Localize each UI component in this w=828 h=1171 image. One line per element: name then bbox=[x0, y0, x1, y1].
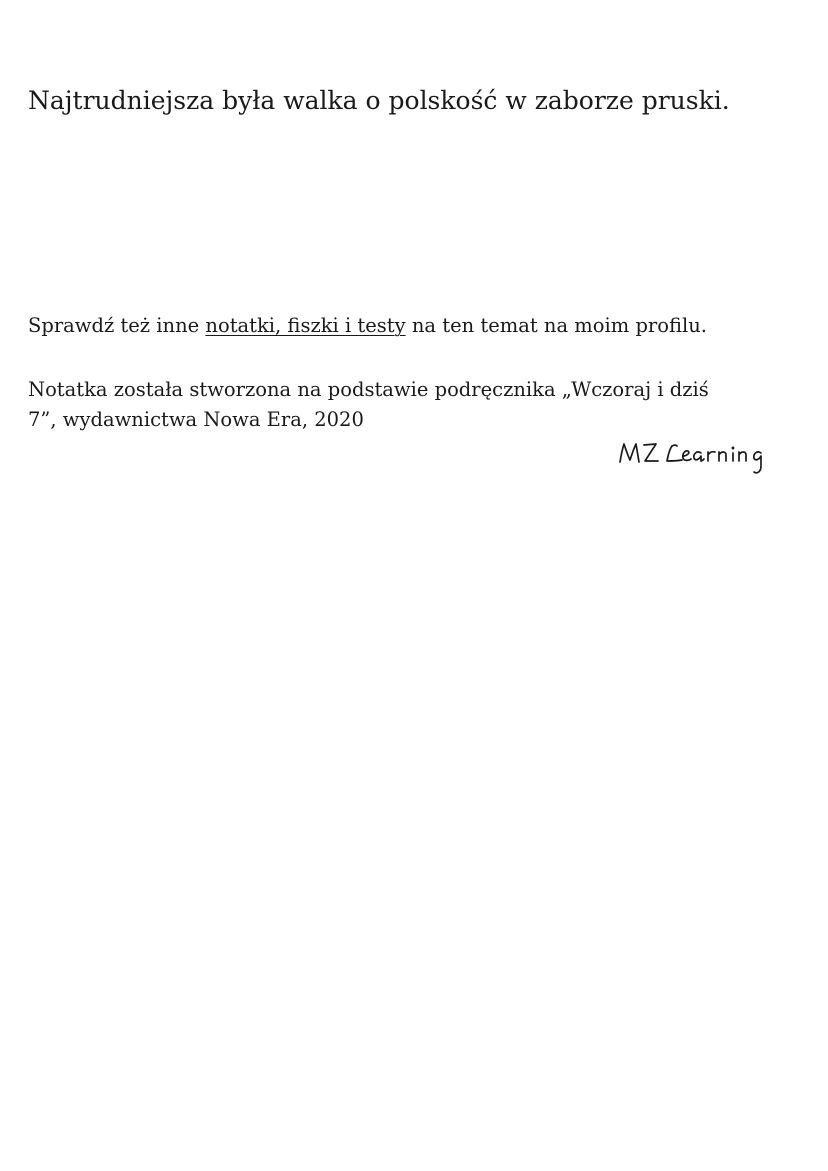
source-note-line-2: 7”, wydawnictwa Nowa Era, 2020 bbox=[28, 408, 364, 431]
mz-learning-signature bbox=[616, 421, 786, 480]
signature-text: MZ Learning bbox=[616, 421, 722, 440]
profile-note-after: na ten temat na moim profilu. bbox=[405, 314, 707, 337]
profile-note bbox=[28, 312, 707, 340]
document-heading: Najtrudniejsza była walka o polskość w zaborze pruski. bbox=[28, 86, 730, 115]
source-note bbox=[28, 375, 788, 435]
profile-link[interactable]: notatki, fiszki i testy bbox=[205, 314, 406, 337]
profile-note-before: Sprawdź też inne bbox=[28, 314, 206, 337]
source-note-line-1: Notatka została stworzona na podstawie podręcznika „Wczoraj i dziś bbox=[28, 378, 709, 401]
